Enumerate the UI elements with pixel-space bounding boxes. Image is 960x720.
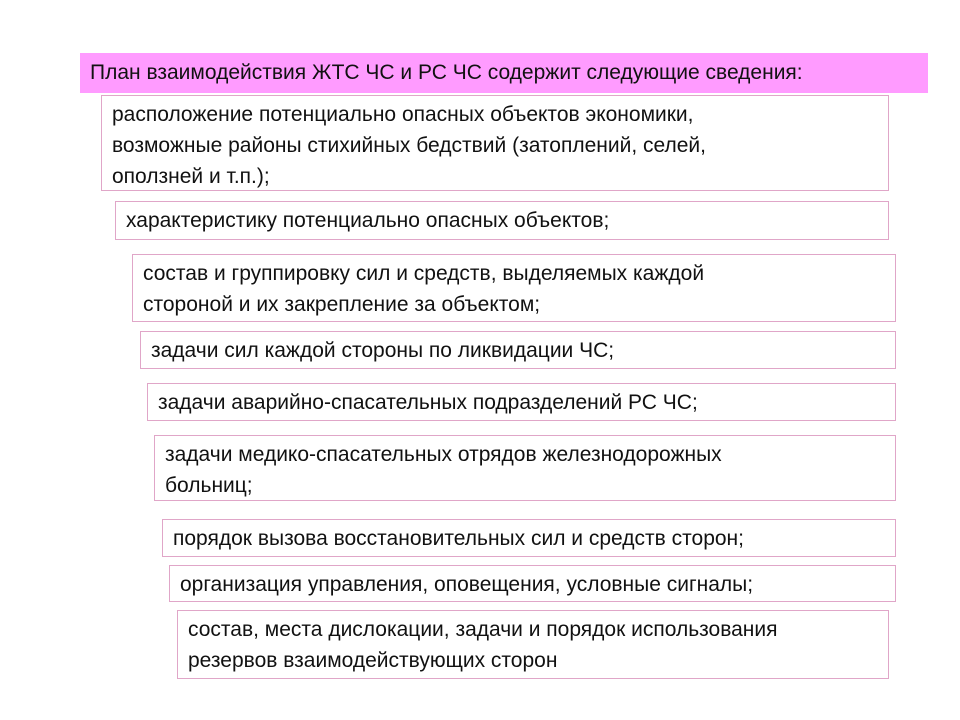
list-item-reserves — [177, 610, 889, 679]
item-line: задачи медико-спасательных отрядов железнодорожных — [165, 443, 722, 466]
list-item-medical-units-tasks — [154, 435, 896, 501]
item-line: организация управления, оповещения, условные сигналы; — [180, 573, 754, 596]
list-item-forces-tasks — [140, 331, 896, 369]
list-item-forces-composition — [132, 254, 896, 322]
item-line: больниц; — [165, 474, 253, 497]
list-item-management-signals — [169, 565, 896, 602]
item-line: задачи сил каждой стороны по ликвидации ЧС; — [151, 339, 615, 362]
item-line: характеристику потенциально опасных объектов; — [126, 209, 610, 232]
item-line: оползней и т.п.); — [112, 165, 270, 188]
list-item-hazard-characteristics — [115, 201, 889, 240]
item-line: резервов взаимодействующих сторон — [188, 649, 558, 672]
item-line: расположение потенциально опасных объектов экономики, — [112, 103, 694, 126]
slide-title — [80, 53, 928, 93]
slide-title-text: План взаимодействия ЖТС ЧС и РС ЧС содержит следующие сведения: — [90, 61, 803, 84]
item-line: возможные районы стихийных бедствий (затоплений, селей, — [112, 134, 706, 157]
list-item-hazard-locations — [101, 95, 889, 191]
list-item-recovery-forces-call — [162, 519, 896, 557]
item-line: состав и группировку сил и средств, выделяемых каждой — [143, 262, 705, 285]
item-line: стороной и их закрепление за объектом; — [143, 293, 541, 316]
item-line: задачи аварийно-спасательных подразделений РС ЧС; — [158, 391, 698, 414]
item-line: состав, места дислокации, задачи и порядок использования — [188, 618, 778, 641]
item-line: порядок вызова восстановительных сил и средств сторон; — [173, 527, 744, 550]
list-item-rescue-units-tasks — [147, 383, 896, 421]
